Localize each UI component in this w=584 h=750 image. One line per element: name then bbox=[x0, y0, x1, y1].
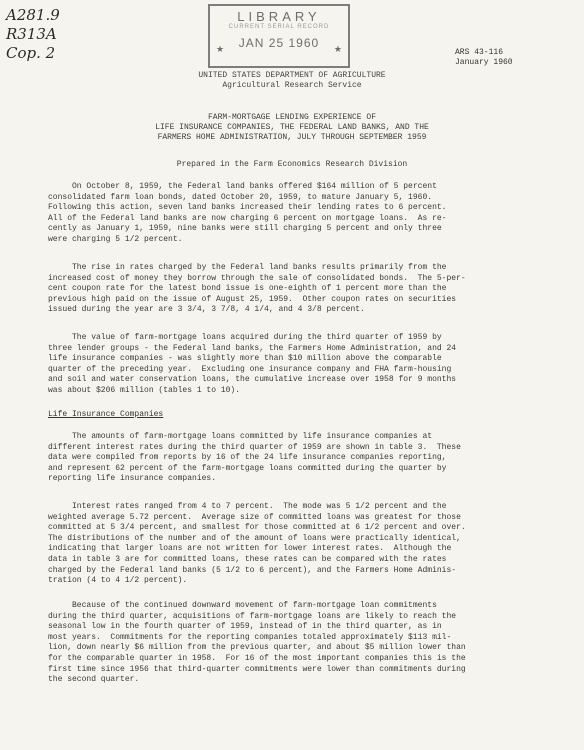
reference-date: January 1960 bbox=[455, 58, 513, 67]
paragraph: Interest rates ranged from 4 to 7 percent. The mode was 5 1/2 percent and the weighted average 5.72 percent. Average size of committed loans was greatest for those committed at 5 3/4 percent, and smallest for those committed at 6 1/2 percent and over. The distributions of the number and of the amount of loans were practically identical, indicating that larger loans are not written for lower interest rates. Although the data in table 3 are for committed loans, these rates can be compared with the rates charged by the Federal land banks (5 1/2 to 6 percent), and the Farmers Home Adminis- tration (4 to 4 1/2 percent). bbox=[48, 502, 466, 586]
paragraph: On October 8, 1959, the Federal land banks offered $164 million of 5 percent consolidated farm loan bonds, dated October 20, 1959, to mature January 5, 1960. Following this action, seven land banks increased their lending rates to 6 percent. All of the Federal land banks are now charging 6 percent on mortgage loans. As re- cently as January 1, 1959, nine banks were still charging 5 percent and only three were charging 5 1/2 percent. bbox=[48, 182, 447, 244]
library-stamp bbox=[208, 4, 350, 68]
star-icon: ★ bbox=[216, 44, 225, 54]
document-reference bbox=[455, 48, 513, 68]
stamp-subtitle: CURRENT SERIAL RECORD bbox=[228, 24, 330, 30]
document-title bbox=[0, 113, 584, 143]
prepared-by-line: Prepared in the Farm Economics Research Division bbox=[176, 160, 408, 169]
handwritten-line: R313A bbox=[6, 25, 57, 43]
service-heading: Agricultural Research Service bbox=[222, 81, 362, 90]
paragraph: Because of the continued downward movement of farm-mortgage loan commitments during the third quarter, acquisitions of farm-mortgage loans are likely to reach the seasonal low in the fourth quarter of 1959, instead of in the third quarter, as in most years. Commitments for the reporting companies totaled approximately $113 mil- lion, down nearly $6 million from the previous quarter, and about $5 million lower than for the comparable quarter in 1958. For 16 of the most important companies this is the first time since 1956 that third-quarter commitments were lower than commitments during the second quarter. bbox=[48, 601, 466, 685]
stamp-title: LIBRARY bbox=[237, 9, 321, 24]
star-icon: ★ bbox=[333, 44, 342, 54]
section-heading: Life Insurance Companies bbox=[48, 410, 164, 419]
handwritten-call-number bbox=[6, 6, 60, 63]
title-line: FARM-MORTGAGE LENDING EXPERIENCE OF bbox=[207, 113, 377, 122]
reference-code: ARS 43-116 bbox=[455, 48, 504, 57]
paragraph: The rise in rates charged by the Federal land banks results primarily from the increased cost of money they borrow through the sale of consolidated bonds. The 5-per- cent coupon rate for the latest bond issue is one-eighth of 1 percent more than the previous high paid on the issue of August 25, 1959. Other coupon rates on securities issued during the year are 3 3/4, 3 7/8, 4 1/4, and 4 3/8 percent. bbox=[48, 263, 466, 315]
handwritten-line: Cop. 2 bbox=[6, 44, 56, 62]
department-heading: UNITED STATES DEPARTMENT OF AGRICULTURE bbox=[198, 71, 386, 80]
title-line: LIFE INSURANCE COMPANIES, THE FEDERAL LAND BANKS, AND THE bbox=[155, 123, 429, 132]
handwritten-line: A281.9 bbox=[6, 6, 60, 24]
paragraph: The value of farm-mortgage loans acquired during the third quarter of 1959 by three lender groups - the Federal land banks, the Farmers Home Administration, and 24 life insurance companies - was slightly more than $10 million above the comparable quarter of the preceding year. Excluding one insurance company and FHA farm-housing and soil and water conservation loans, the cumulative increase over 1958 for 9 months was about $206 million (tables 1 to 10). bbox=[48, 333, 457, 395]
stamp-date: JAN 25 1960 bbox=[238, 36, 320, 50]
paragraph: The amounts of farm-mortgage loans committed by life insurance companies at different interest rates during the third quarter of 1959 are shown in table 3. These data were compiled from reports by 16 of the 24 life insurance companies reporting, and represent 62 percent of the farm-mortgage loans committed during the quarter by reporting life insurance companies. bbox=[48, 432, 461, 484]
title-line: FARMERS HOME ADMINISTRATION, JULY THROUGH SEPTEMBER 1959 bbox=[157, 133, 427, 142]
